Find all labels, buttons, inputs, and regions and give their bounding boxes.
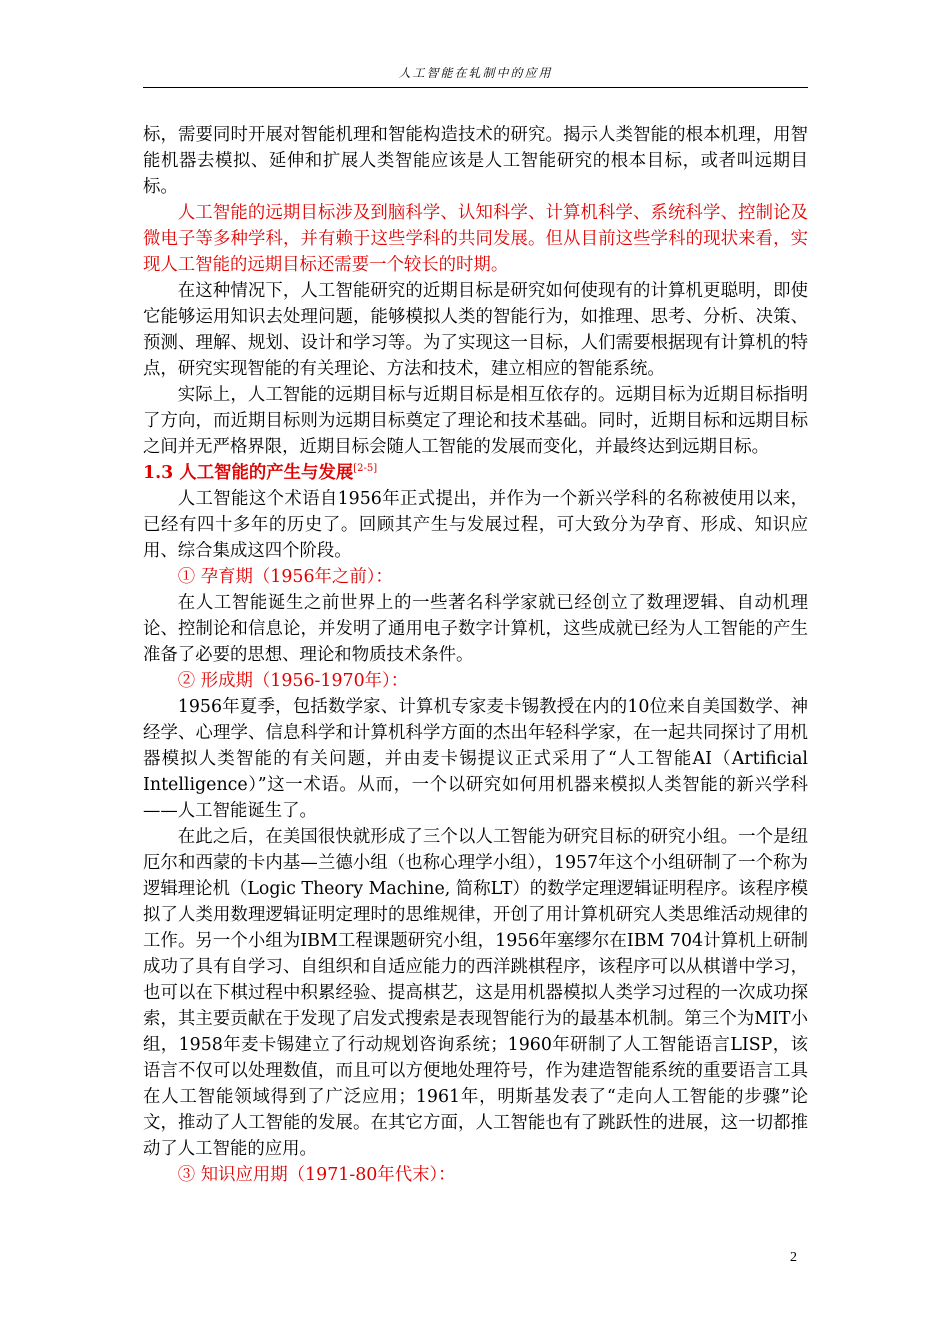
page-body (143, 122, 808, 1188)
stage-heading: ③ 知识应用期（1971-80年代末）： (177, 1165, 456, 1185)
section-heading (143, 460, 808, 486)
paragraph: 标，需要同时开展对智能机理和智能构造技术的研究。揭示人类智能的根本机理，用智能机器去模拟、延伸和扩展人类智能应该是人工智能研究的根本目标，或者叫远期目标。 (143, 125, 808, 197)
paragraph: 实际上，人工智能的远期目标与近期目标是相互依存的。远期目标为近期目标指明了方向，而近期目标则为远期目标奠定了理论和技术基础。同时，近期目标和远期目标之间并无严格界限，近期目标会随人工智能的发展而变化，并最终达到远期目标。 (143, 385, 808, 457)
header-rule (143, 87, 808, 88)
paragraph: 人工智能这个术语自1956年正式提出，并作为一个新兴学科的名称被使用以来，已经有四十多年的历史了。回顾其产生与发展过程，可大致分为孕育、形成、知识应用、综合集成这四个阶段。 (143, 489, 808, 561)
paragraph-highlighted: 人工智能的远期目标涉及到脑科学、认知科学、计算机科学、系统科学、控制论及微电子等多种学科，并有赖于这些学科的共同发展。但从目前这些学科的现状来看，实现人工智能的远期目标还需要一个较长的时期。 (143, 203, 808, 275)
running-header: 人工智能在轧制中的应用 (398, 66, 553, 80)
paragraph: 在人工智能诞生之前世界上的一些著名科学家就已经创立了数理逻辑、自动机理论、控制论和信息论，并发明了通用电子数字计算机，这些成就已经为人工智能的产生准备了必要的思想、理论和物质技术条件。 (143, 593, 808, 665)
paragraph: 1956年夏季，包括数学家、计算机专家麦卡锡教授在内的10位来自美国数学、神经学、心理学、信息科学和计算机科学方面的杰出年轻科学家，在一起共同探讨了用机器模拟人类智能的有关问题，并由麦卡锡提议正式采用了“人工智能AI（Artificial Intelligence）”这一术语。从而，一个以研究如何用机器来模拟人类智能的新兴学科——人工智能诞生了。 (143, 697, 808, 821)
page-number: 2 (790, 1250, 797, 1265)
paragraph: 在此之后，在美国很快就形成了三个以人工智能为研究目标的研究小组。一个是纽厄尔和西蒙的卡内基—兰德小组（也称心理学小组），1957年这个小组研制了一个称为逻辑理论机（Logic Theory Machine, 简称LT）的数学定理逻辑证明程序。该程序模拟了人类用数理逻辑证明定理时的思维规律，开创了用计算机研究人类思维活动规律的工作。另一个小组为IBM工程课题研究小组，1956年塞缪尔在IBM 704计算机上研制成功了具有自学习、自组织和自适应能力的西洋跳棋程序，该程序可以从棋谱中学习，也可以在下棋过程中积累经验、提高棋艺，这是用机器模拟人类学习过程的一次成功探索，其主要贡献在于发现了启发式搜索是表现智能行为的最基本机制。第三个为MIT小组，1958年麦卡锡建立了行动规划咨询系统；1960年研制了人工智能语言LISP，该语言不仅可以处理数值，而且可以方便地处理符号，作为建造智能系统的重要语言工具在人工智能领域得到了广泛应用；1961年，明斯基发表了“走向人工智能的步骤”论文，推动了人工智能的发展。在其它方面，人工智能也有了跳跃性的进展，这一切都推动了人工智能的应用。 (143, 827, 808, 1159)
section-reference: [2-5] (353, 463, 378, 475)
paragraph: 在这种情况下，人工智能研究的近期目标是研究如何使现有的计算机更聪明，即使它能够运用知识去处理问题，能够模拟人类的智能行为，如推理、思考、分析、决策、预测、理解、规划、设计和学习等。为了实现这一目标，人们需要根据现有计算机的特点，研究实现智能的有关理论、方法和技术，建立相应的智能系统。 (143, 281, 808, 379)
section-heading-text: 1.3 人工智能的产生与发展 (143, 463, 354, 483)
stage-heading: ② 形成期（1956-1970年）： (177, 671, 409, 691)
stage-heading: ① 孕育期（1956年之前）： (177, 567, 393, 587)
